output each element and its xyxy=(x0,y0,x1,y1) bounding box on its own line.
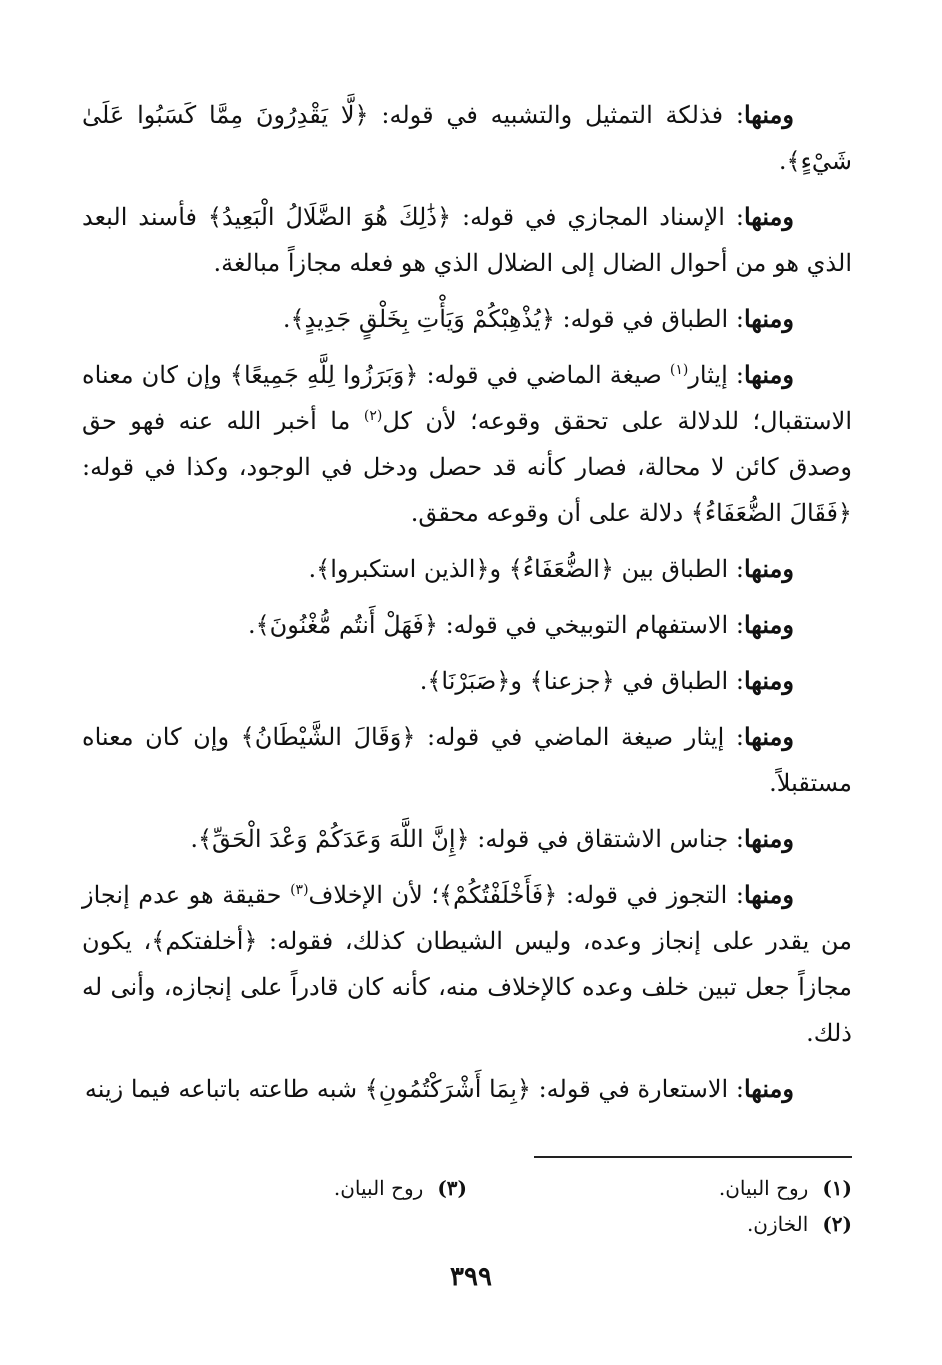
footnotes xyxy=(82,1170,852,1242)
page-number: ٣٩٩ xyxy=(450,1262,492,1292)
paragraph-lead: ومنها xyxy=(743,1074,794,1103)
paragraph-lead: ومنها xyxy=(743,824,794,853)
paragraph-text: : الإسناد المجازي في قوله: ﴿ذَٰلِكَ هُوَ الضَّلَالُ الْبَعِيدُ﴾ فأسند البعد الذي هو من أحوال الضال إلى الضلال الذي هو فعله مجازاً مبالغة. xyxy=(82,203,852,277)
paragraph-text: : الاستعارة في قوله: ﴿بِمَا أَشْرَكْتُمُونِ﴾ شبه طاعته باتباعه فيما زينه xyxy=(84,1075,744,1103)
paragraph xyxy=(82,296,852,342)
paragraph xyxy=(82,658,852,704)
paragraph-text: صيغة الماضي في قوله: ﴿وَبَرَزُوا لِلَّهِ جَمِيعًا﴾ وإن كان معناه الاستقبال؛ للدلالة على تحقق وقوعه؛ لأن كل xyxy=(82,361,852,435)
paragraph-lead: ومنها xyxy=(743,722,794,751)
paragraph xyxy=(82,194,852,286)
paragraph-text: : الطباق في قوله: ﴿يُذْهِبْكُمْ وَيَأْتِ بِخَلْقٍ جَدِيدٍ﴾. xyxy=(282,305,744,333)
paragraph-text: : التجوز في قوله: ﴿فَأَخْلَفْتُكُمْ﴾؛ لأن الإخلاف xyxy=(308,881,744,909)
paragraph-lead: ومنها xyxy=(743,100,794,129)
paragraph xyxy=(82,714,852,806)
footnote-text: الخازن. xyxy=(746,1212,809,1236)
footnote-number: (١) xyxy=(822,1176,852,1200)
paragraph-text: ما أخبر الله عنه فهو حق وصدق كائن لا محالة، فصار كأنه قد حصل ودخل في الوجود، وكذا في قوله: ﴿فَقَالَ الضُّعَفَاءُ﴾ دلالة على أن وقوعه محقق. xyxy=(82,407,852,527)
footnote-text: روح البيان. xyxy=(333,1176,424,1200)
footnote xyxy=(452,1206,852,1242)
paragraph-text: : إيثار xyxy=(688,361,744,389)
paragraph-lead: ومنها xyxy=(743,554,794,583)
paragraph-text: حقيقة هو عدم إنجاز من يقدر على إنجاز وعده، وليس الشيطان كذلك، فقوله: ﴿أخلفتكم﴾، يكون مجازاً جعل تبين خلف وعده كالإخلاف منه، كأنه كان قادراً على إنجازه، وأنى له ذلك. xyxy=(82,881,853,1047)
paragraph xyxy=(82,816,852,862)
footnote-number: (٣) xyxy=(437,1176,467,1200)
paragraph-text: : فذلكة التمثيل والتشبيه في قوله: ﴿لَّا يَقْدِرُونَ مِمَّا كَسَبُوا عَلَىٰ شَيْءٍ﴾. xyxy=(82,101,852,175)
paragraph-lead: ومنها xyxy=(743,610,794,639)
footnote-divider xyxy=(534,1156,852,1158)
paragraph xyxy=(82,602,852,648)
footnote-text: روح البيان. xyxy=(718,1176,809,1200)
paragraph xyxy=(82,1066,852,1112)
paragraph xyxy=(82,546,852,592)
footnote-number: (٢) xyxy=(822,1212,852,1236)
paragraph-lead: ومنها xyxy=(743,880,794,909)
paragraph-lead: ومنها xyxy=(743,666,794,695)
paragraph-lead: ومنها xyxy=(743,360,794,389)
footnote-marker: (١) xyxy=(669,362,689,378)
footnote-row xyxy=(82,1170,852,1206)
paragraph xyxy=(82,872,852,1056)
paragraph-lead: ومنها xyxy=(743,304,794,333)
paragraph xyxy=(82,92,852,184)
footnote xyxy=(82,1170,467,1206)
paragraph-text: : إيثار صيغة الماضي في قوله: ﴿وَقَالَ الشَّيْطَانُ﴾ وإن كان معناه مستقبلاً. xyxy=(82,723,852,797)
paragraph-text: : الطباق في ﴿جزعنا﴾ و﴿صَبَرْنَا﴾. xyxy=(419,667,744,695)
paragraph-lead: ومنها xyxy=(743,202,794,231)
footnote-row xyxy=(82,1206,852,1242)
footnote-marker: (٢) xyxy=(363,408,383,424)
footnote xyxy=(467,1170,852,1206)
paragraph-text: : الاستفهام التوبيخي في قوله: ﴿فَهَلْ أَنتُم مُّغْنُونَ﴾. xyxy=(247,611,744,639)
footnote-marker: (٣) xyxy=(290,882,309,898)
page-body xyxy=(82,92,852,1120)
paragraph-text: : الطباق بين ﴿الضُّعَفَاءُ﴾ و﴿الذين استكبروا﴾. xyxy=(308,555,744,583)
paragraph-text: : جناس الاشتقاق في قوله: ﴿إِنَّ اللَّهَ وَعَدَكُمْ وَعْدَ الْحَقِّ﴾. xyxy=(190,825,744,853)
paragraph xyxy=(82,352,852,536)
